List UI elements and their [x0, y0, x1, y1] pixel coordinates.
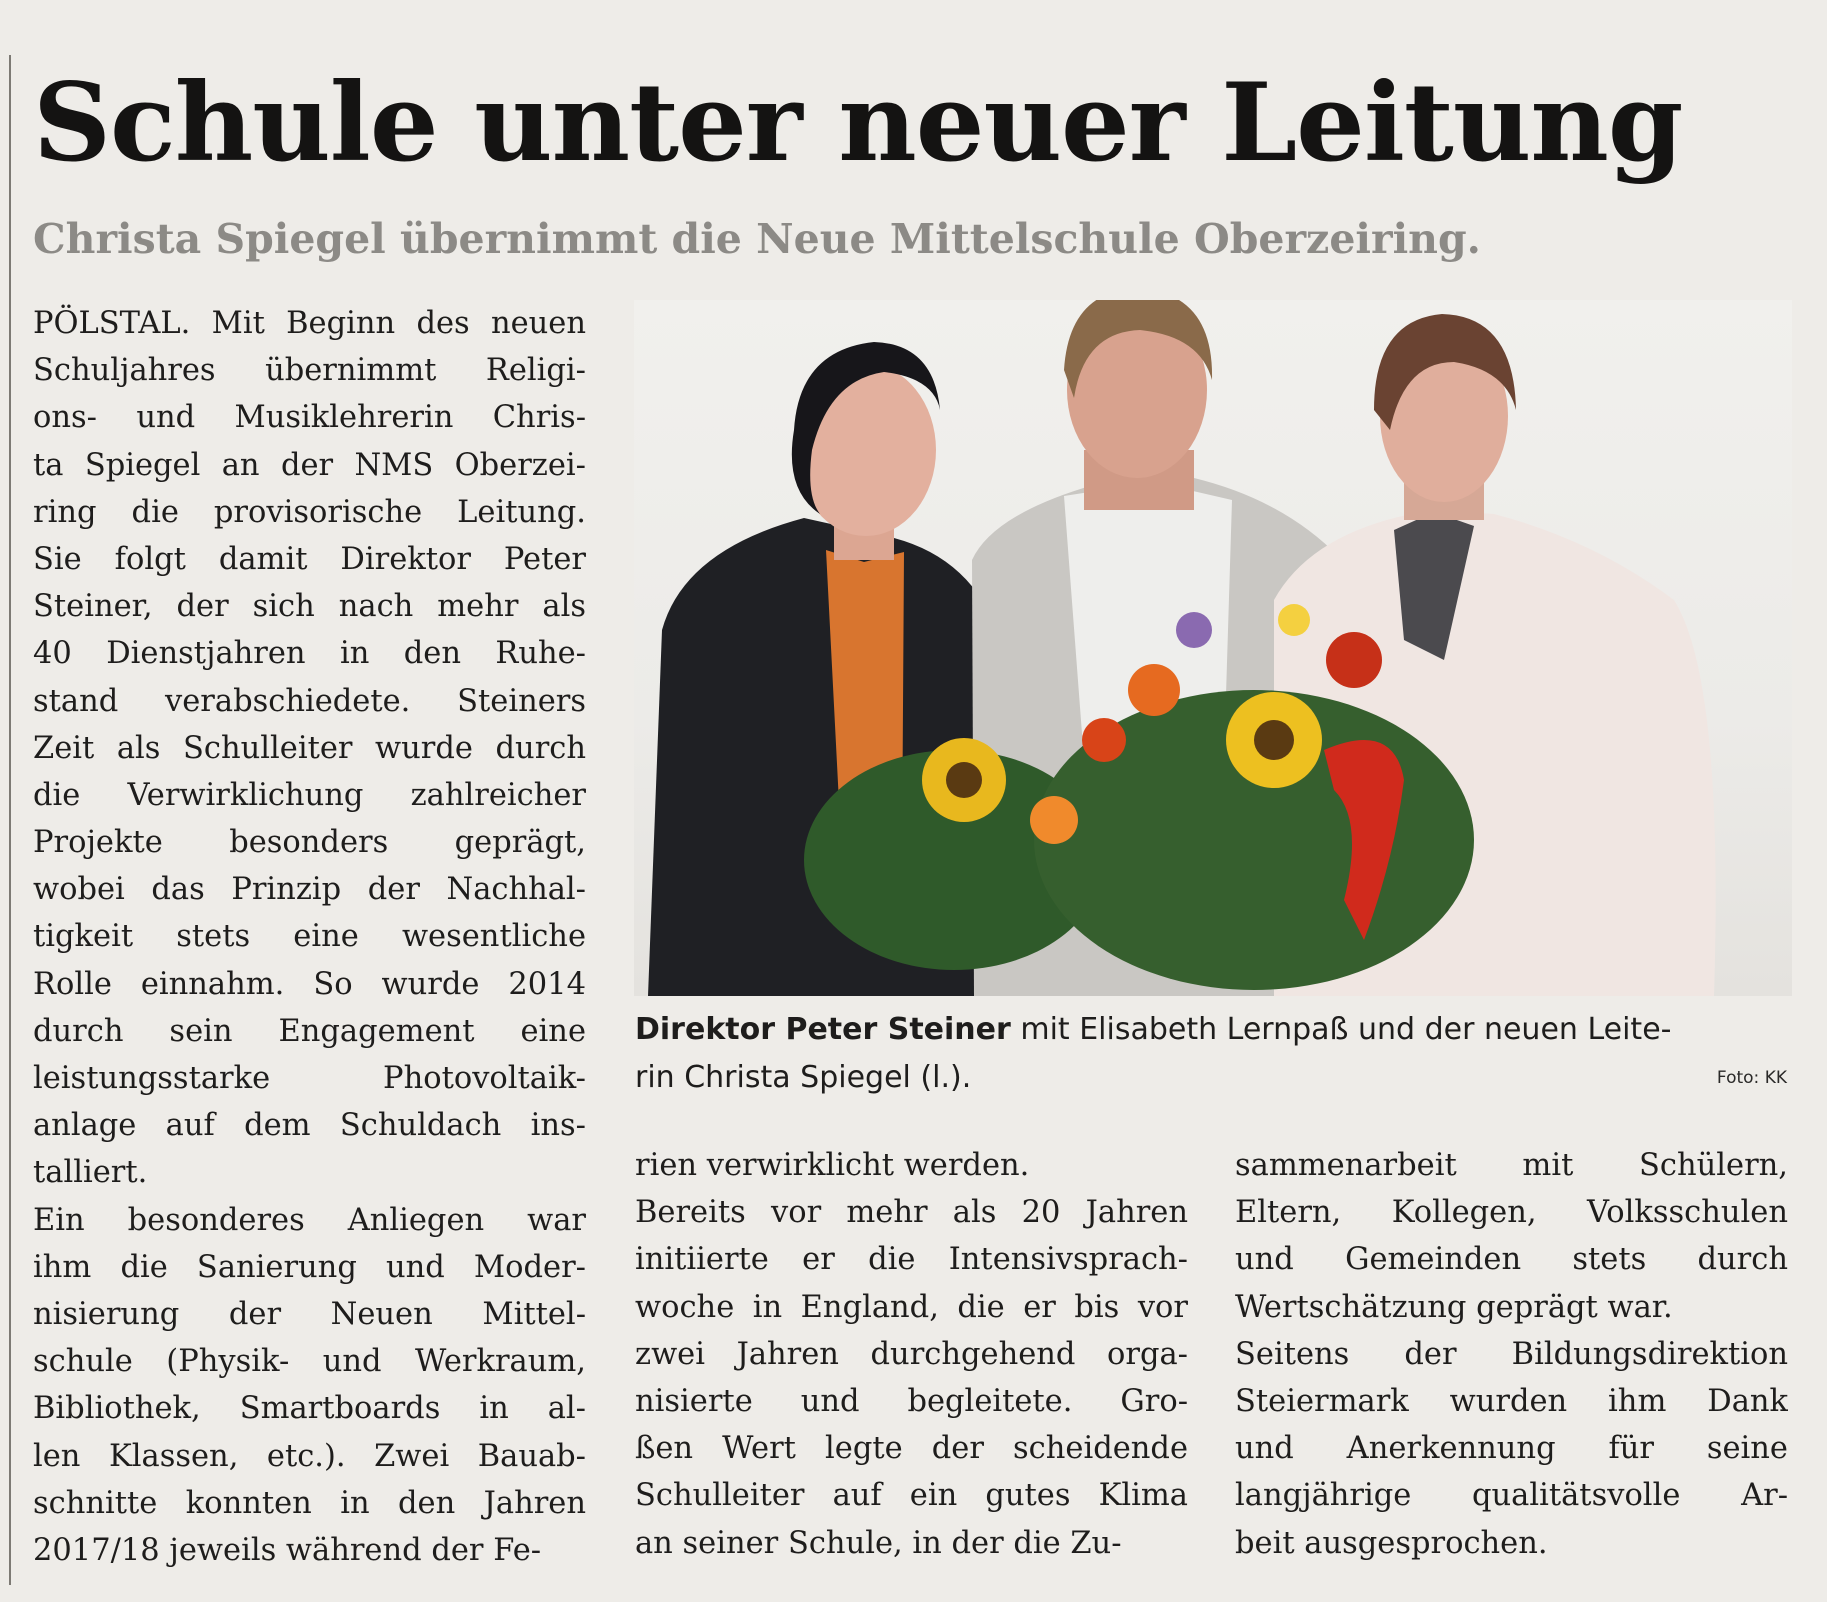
text-line: Schuljahres übernimmt Religi- — [33, 353, 586, 389]
text-line: durch sein Engagement eine — [33, 1013, 586, 1049]
text-line: Schulleiter auf ein gutes Klima — [635, 1478, 1188, 1514]
text-column-2 — [635, 1142, 1188, 1567]
text-line: beit ausgesprochen. — [1235, 1525, 1548, 1561]
text-line: die Verwirklichung zahlreicher — [33, 777, 586, 813]
text-line: Eltern, Kollegen, Volksschulen — [1235, 1195, 1788, 1231]
text-line: talliert. — [33, 1155, 148, 1191]
subheadline: Christa Spiegel übernimmt die Neue Mittelschule Oberzeiring. — [33, 215, 1481, 263]
text-line: anlage auf dem Schuldach ins- — [33, 1108, 586, 1144]
text-line: woche in England, die er bis vor — [635, 1289, 1188, 1325]
text-line: Rolle einnahm. So wurde 2014 — [33, 966, 586, 1002]
text-line: ßen Wert legte der scheidende — [635, 1431, 1188, 1467]
text-line: leistungsstarke Photovoltaik- — [33, 1061, 586, 1096]
text-line: ons- und Musiklehrerin Chris- — [33, 400, 586, 436]
text-line: Sie folgt damit Direktor Peter — [33, 541, 586, 577]
text-line: an seiner Schule, in der die Zu- — [635, 1525, 1122, 1561]
text-line: Ein besonderes Anliegen war — [33, 1202, 586, 1238]
text-line: schule (Physik- und Werkraum, — [33, 1344, 586, 1380]
headline: Schule unter neuer Leitung — [33, 60, 1683, 186]
text-line: Steiner, der sich nach mehr als — [33, 589, 586, 625]
text-line: initiierte er die Intensivsprach- — [635, 1242, 1188, 1278]
photo-credit: Foto: KK — [1716, 1068, 1787, 1088]
text-line: stand verabschiedete. Steiners — [33, 683, 586, 719]
text-line: nisierung der Neuen Mittel- — [33, 1296, 586, 1332]
text-line: Wertschätzung geprägt war. — [1235, 1289, 1673, 1325]
text-line: 2017/18 jeweils während der Fe- — [33, 1532, 542, 1568]
text-line: und Anerkennung für seine — [1235, 1431, 1788, 1467]
text-column-1 — [33, 300, 586, 1574]
text-line: 40 Dienstjahren in den Ruhe- — [33, 636, 586, 672]
text-line: und Gemeinden stets durch — [1235, 1242, 1788, 1278]
text-line: PÖLSTAL. Mit Beginn des neuen — [33, 306, 586, 341]
text-line: Steiermark wurden ihm Dank — [1235, 1383, 1788, 1419]
text-line: langjährige qualitätsvolle Ar- — [1235, 1478, 1788, 1514]
text-line: Seitens der Bildungsdirektion — [1235, 1336, 1788, 1372]
text-line: ihm die Sanierung und Moder- — [33, 1249, 586, 1285]
text-line: sammenarbeit mit Schülern, — [1235, 1148, 1788, 1183]
text-line: rien verwirklicht werden. — [635, 1148, 1030, 1183]
text-line: zwei Jahren durchgehend orga- — [635, 1336, 1188, 1372]
text-line: wobei das Prinzip der Nachhal- — [33, 872, 586, 908]
photo-illustration — [634, 300, 1792, 996]
text-line: Zeit als Schulleiter wurde durch — [33, 730, 586, 766]
article-photo — [634, 300, 1792, 996]
text-line: schnitte konnten in den Jahren — [33, 1485, 586, 1521]
text-line: tigkeit stets eine wesentliche — [33, 919, 586, 955]
photo-caption — [635, 1006, 1785, 1102]
text-line: nisierte und begleitete. Gro- — [635, 1383, 1188, 1419]
caption-line-2: rin Christa Spiegel (l.). — [635, 1060, 972, 1095]
text-line: ta Spiegel an der NMS Oberzei- — [33, 447, 586, 483]
text-line: ring die provisorische Leitung. — [33, 494, 586, 530]
text-line: len Klassen, etc.). Zwei Bauab- — [33, 1438, 586, 1474]
column-rule — [9, 55, 11, 1585]
text-line: Bibliothek, Smartboards in al- — [33, 1391, 586, 1427]
caption-bold: Direktor Peter Steiner — [635, 1012, 1011, 1047]
caption-line-1 — [635, 1006, 1785, 1054]
text-line: Projekte besonders geprägt, — [33, 825, 586, 861]
text-line: Bereits vor mehr als 20 Jahren — [635, 1195, 1188, 1231]
text-column-3 — [1235, 1142, 1788, 1567]
caption-line-1-rest: mit Elisabeth Lernpaß und der neuen Leite- — [1010, 1012, 1672, 1047]
